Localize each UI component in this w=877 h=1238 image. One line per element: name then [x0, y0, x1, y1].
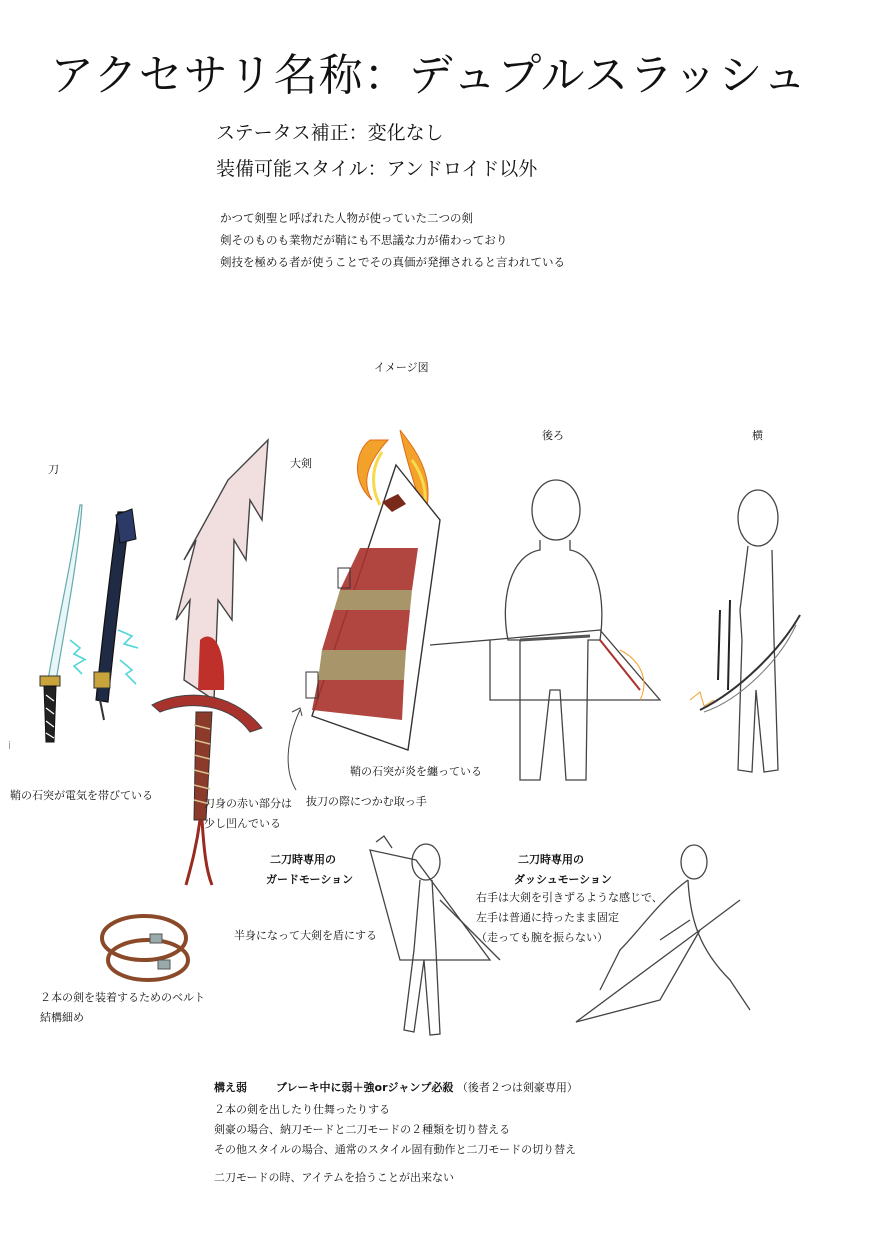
- command-input: ブレーキ中に弱＋強orジャンプ必殺: [276, 1081, 454, 1094]
- label-greatsword: 大剣: [290, 457, 312, 470]
- stray-mark: i: [8, 739, 12, 752]
- label-side: 横: [752, 429, 763, 442]
- footer-line: 剣豪の場合、納刀モードと二刀モードの２種類を切り替える: [214, 1123, 511, 1136]
- accessory-title: アクセサリ名称：デュプルスラッシュ: [50, 50, 808, 101]
- note-blade-red: 刀身の赤い部分は: [204, 797, 292, 810]
- side-view-figure: [690, 490, 800, 772]
- equip-style: 装備可能スタイル：アンドロイド以外: [216, 158, 538, 180]
- description-line: 剣そのものも業物だが鞘にも不思議な力が備わっており: [220, 233, 508, 247]
- note-belt-cont: 結構細め: [40, 1011, 84, 1024]
- note-sheath-fire: 鞘の石突が炎を纏っている: [350, 765, 482, 778]
- guard-motion-title-cont: ガードモーション: [266, 873, 354, 886]
- dash-motion-title-cont: ダッシュモーション: [514, 873, 612, 886]
- dash-motion-desc: 左手は普通に持ったまま固定: [476, 911, 619, 924]
- note-blade-red-cont: 少し凹んでいる: [204, 817, 281, 830]
- dash-motion-desc: （走っても腕を振らない）: [476, 931, 608, 944]
- command-line: [214, 1080, 578, 1095]
- image-caption: イメージ図: [374, 361, 429, 374]
- stance-label: 構え弱: [214, 1081, 247, 1094]
- greatsword-sheath-sketch: [288, 430, 440, 790]
- guard-motion-desc: 半身になって大剣を盾にする: [234, 929, 377, 942]
- footer-last-line: 二刀モードの時、アイテムを拾うことが出来ない: [214, 1171, 455, 1184]
- description-line: かつて剣聖と呼ばれた人物が使っていた二つの剣: [220, 211, 473, 225]
- note-sheath-electric: 鞘の石突が電気を帯びている: [10, 789, 153, 802]
- stat-correction: ステータス補正：変化なし: [216, 122, 444, 144]
- note-belt: ２本の剣を装着するためのベルト: [40, 991, 205, 1004]
- katana-sketch: [40, 505, 82, 742]
- footer-line: ２本の剣を出したり仕舞ったりする: [214, 1103, 390, 1116]
- dash-motion-title: 二刀時専用の: [518, 853, 584, 866]
- note-grab-handle: 抜刀の際につかむ取っ手: [306, 795, 427, 808]
- back-view-figure: [430, 480, 660, 780]
- command-note: （後者２つは剣豪専用）: [456, 1081, 578, 1094]
- dash-motion-desc: 右手は大剣を引きずるような感じで、: [476, 891, 663, 904]
- guard-motion-title: 二刀時専用の: [270, 853, 336, 866]
- katana-sheath-sketch: [70, 509, 138, 720]
- description-line: 剣技を極める者が使うことでその真価が発揮されると言われている: [220, 255, 565, 269]
- belt-sketch: [102, 916, 188, 980]
- label-back: 後ろ: [542, 429, 564, 442]
- label-katana: 刀: [48, 463, 59, 476]
- footer-line: その他スタイルの場合、通常のスタイル固有動作と二刀モードの切り替え: [214, 1143, 577, 1156]
